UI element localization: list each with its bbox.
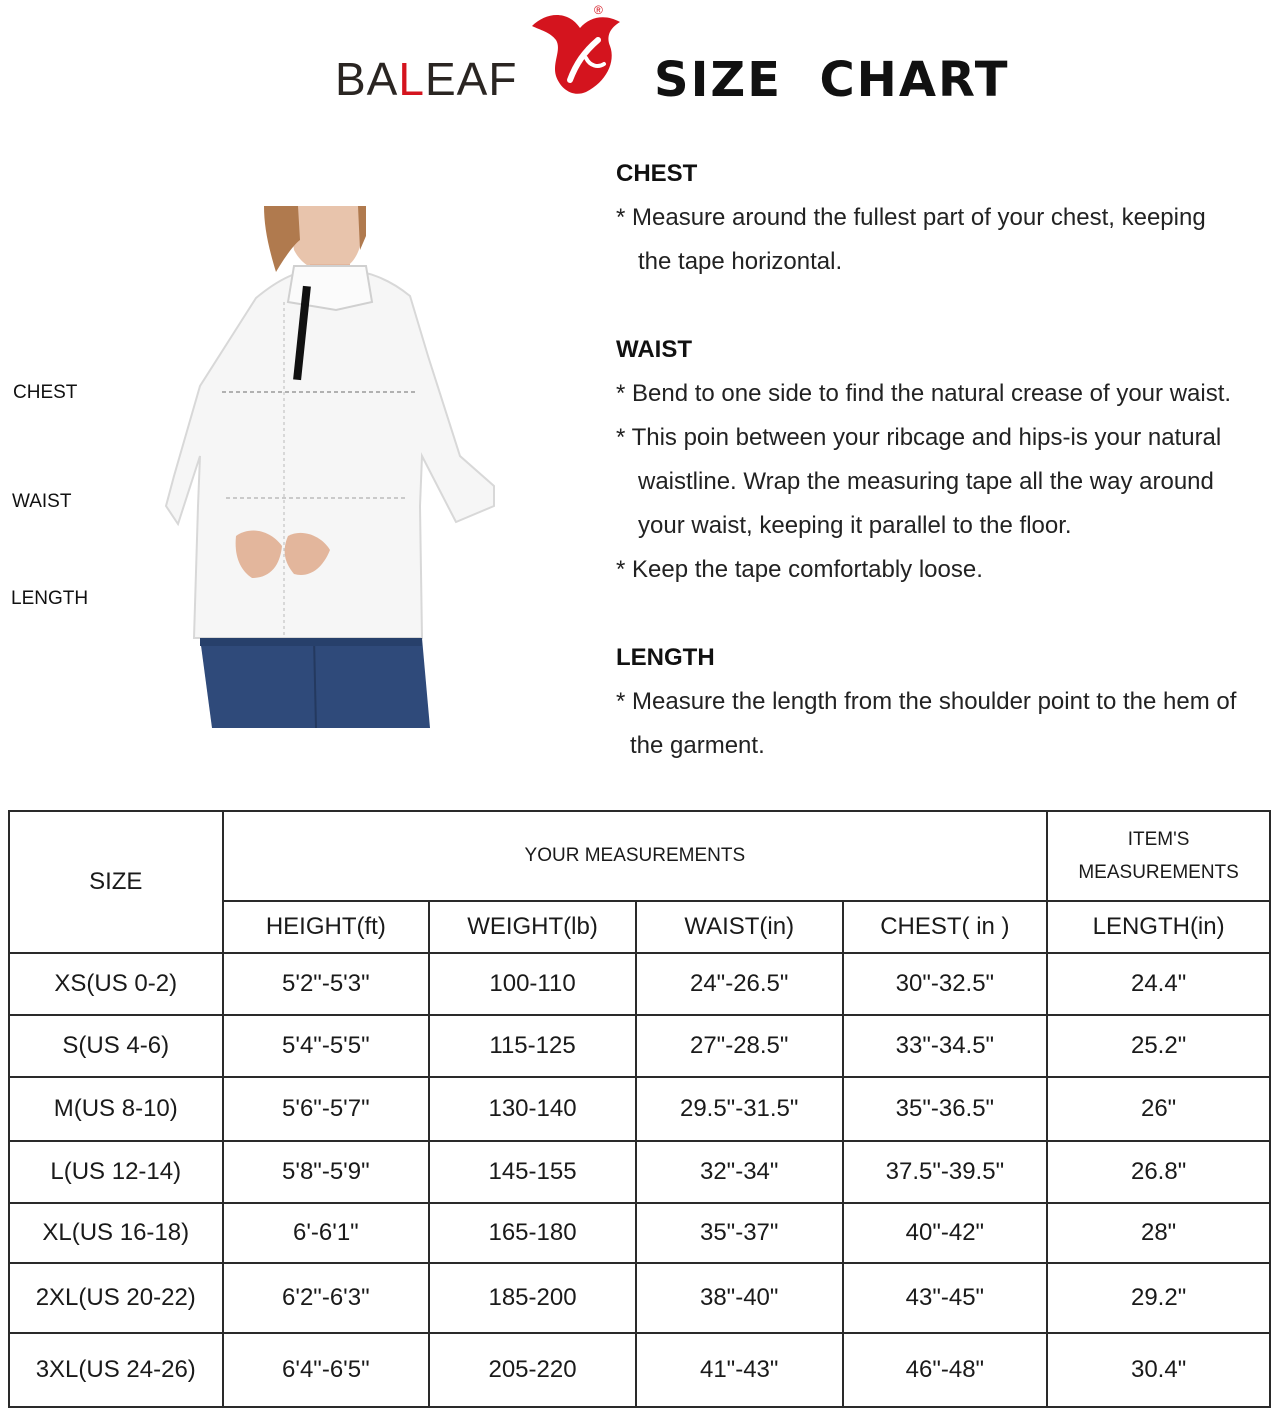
chest-instruction-line: * Measure around the fullest part of your chest, keeping bbox=[616, 204, 1206, 231]
brand-wordmark: BALEAF bbox=[335, 53, 518, 105]
length-cell: 26" bbox=[1047, 1077, 1270, 1141]
size-cell: M(US 8-10) bbox=[9, 1077, 223, 1141]
table-row bbox=[9, 1203, 1270, 1263]
column-header-weight: WEIGHT(lb) bbox=[429, 901, 636, 953]
column-header-height: HEIGHT(ft) bbox=[223, 901, 430, 953]
waist-cell: 41"-43" bbox=[636, 1333, 843, 1407]
size-cell: 3XL(US 24-26) bbox=[9, 1333, 223, 1407]
waist-heading: WAIST bbox=[616, 336, 692, 363]
height-cell: 5'8"-5'9" bbox=[223, 1141, 430, 1203]
weight-cell: 165-180 bbox=[429, 1203, 636, 1263]
height-cell: 6'4"-6'5" bbox=[223, 1333, 430, 1407]
size-cell: XL(US 16-18) bbox=[9, 1203, 223, 1263]
weight-cell: 185-200 bbox=[429, 1263, 636, 1333]
chest-cell: 33"-34.5" bbox=[843, 1015, 1048, 1077]
chest-cell: 46"-48" bbox=[843, 1333, 1048, 1407]
model-photo bbox=[160, 206, 500, 728]
chest-cell: 40"-42" bbox=[843, 1203, 1048, 1263]
waist-instruction-line: waistline. Wrap the measuring tape all the way around bbox=[638, 468, 1214, 495]
size-cell: S(US 4-6) bbox=[9, 1015, 223, 1077]
height-cell: 5'6"-5'7" bbox=[223, 1077, 430, 1141]
column-header-length: LENGTH(in) bbox=[1047, 901, 1270, 953]
your-measurements-header: YOUR MEASUREMENTS bbox=[223, 811, 1048, 901]
side-label-chest: CHEST bbox=[13, 382, 78, 403]
size-table bbox=[8, 810, 1271, 1408]
side-label-waist: WAIST bbox=[12, 491, 72, 512]
height-cell: 6'2"-6'3" bbox=[223, 1263, 430, 1333]
column-header-waist: WAIST(in) bbox=[636, 901, 843, 953]
length-cell: 29.2" bbox=[1047, 1263, 1270, 1333]
page-title: SIZE CHART bbox=[654, 52, 1010, 108]
waist-cell: 32"-34" bbox=[636, 1141, 843, 1203]
length-cell: 28" bbox=[1047, 1203, 1270, 1263]
chest-instruction-line: the tape horizontal. bbox=[638, 248, 843, 275]
table-row bbox=[9, 1333, 1270, 1407]
height-cell: 5'4"-5'5" bbox=[223, 1015, 430, 1077]
weight-cell: 115-125 bbox=[429, 1015, 636, 1077]
waist-cell: 27"-28.5" bbox=[636, 1015, 843, 1077]
weight-cell: 130-140 bbox=[429, 1077, 636, 1141]
weight-cell: 205-220 bbox=[429, 1333, 636, 1407]
waist-cell: 24"-26.5" bbox=[636, 953, 843, 1015]
table-row bbox=[9, 1015, 1270, 1077]
length-instruction-line: * Measure the length from the shoulder point to the hem of bbox=[616, 688, 1237, 715]
chest-cell: 37.5"-39.5" bbox=[843, 1141, 1048, 1203]
waist-cell: 38"-40" bbox=[636, 1263, 843, 1333]
size-cell: L(US 12-14) bbox=[9, 1141, 223, 1203]
size-table-body bbox=[9, 953, 1270, 1407]
chest-cell: 35"-36.5" bbox=[843, 1077, 1048, 1141]
table-header-row bbox=[9, 811, 1270, 901]
length-heading: LENGTH bbox=[616, 644, 715, 671]
length-instruction-line: the garment. bbox=[630, 732, 765, 759]
weight-cell: 100-110 bbox=[429, 953, 636, 1015]
table-row bbox=[9, 1141, 1270, 1203]
table-row bbox=[9, 1263, 1270, 1333]
size-cell: 2XL(US 20-22) bbox=[9, 1263, 223, 1333]
size-cell: XS(US 0-2) bbox=[9, 953, 223, 1015]
height-cell: 5'2"-5'3" bbox=[223, 953, 430, 1015]
registered-mark: ® bbox=[594, 3, 603, 17]
size-column-header: SIZE bbox=[9, 811, 223, 953]
table-row bbox=[9, 1077, 1270, 1141]
chest-cell: 43"-45" bbox=[843, 1263, 1048, 1333]
waist-instruction-line: * Keep the tape comfortably loose. bbox=[616, 556, 983, 583]
page-header bbox=[0, 0, 1284, 130]
waist-instruction-line: * Bend to one side to find the natural crease of your waist. bbox=[616, 380, 1232, 407]
baleaf-leaf-logo-icon bbox=[526, 6, 626, 98]
height-cell: 6'-6'1" bbox=[223, 1203, 430, 1263]
length-cell: 24.4" bbox=[1047, 953, 1270, 1015]
items-measurements-header: ITEM'S MEASUREMENTS bbox=[1047, 811, 1270, 901]
column-header-chest: CHEST( in ) bbox=[843, 901, 1048, 953]
waist-cell: 35"-37" bbox=[636, 1203, 843, 1263]
waist-instruction-line: * This poin between your ribcage and hips-is your natural bbox=[616, 424, 1222, 451]
waist-cell: 29.5"-31.5" bbox=[636, 1077, 843, 1141]
length-cell: 26.8" bbox=[1047, 1141, 1270, 1203]
table-row bbox=[9, 953, 1270, 1015]
chest-heading: CHEST bbox=[616, 160, 698, 187]
length-cell: 30.4" bbox=[1047, 1333, 1270, 1407]
chest-cell: 30"-32.5" bbox=[843, 953, 1048, 1015]
length-cell: 25.2" bbox=[1047, 1015, 1270, 1077]
weight-cell: 145-155 bbox=[429, 1141, 636, 1203]
side-label-length: LENGTH bbox=[11, 588, 89, 609]
waist-instruction-line: your waist, keeping it parallel to the floor. bbox=[638, 512, 1072, 539]
